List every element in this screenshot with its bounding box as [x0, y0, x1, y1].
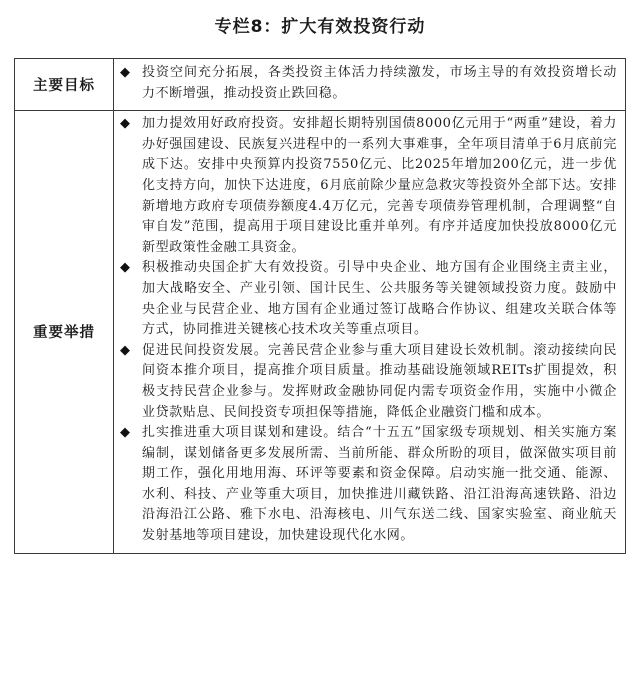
measure-government-investment: 加力提效用好政府投资。安排超长期特别国债8000亿元用于“两重”建设，着力办好强国建设、民族复兴进程中的一系列大事难事，全年项目清单于6月底前完成下达。安排中央预算内投资7550亿元、比2025年增加200亿元，进一步优化支持方向，加快下达进度，6月底前除少量应急救灾等投资外全部下达。安排新增地方政府专项债券额度4.4万亿元，完善专项债券管理机制，合理调整“自审自发”范围，提高用于项目建设比重并单列。有序并适度加快投放8000亿元新型政策性金融工具资金。	[142, 116, 617, 255]
row-key-measures	[15, 111, 626, 553]
key-measures-content	[114, 111, 626, 553]
diamond-bullet-icon: ◆	[120, 116, 130, 132]
measure-private-investment: 促进民间投资发展。完善民营企业参与重大项目建设长效机制。滚动接续向民间资本推介项目，提高推介项目质量。推动基础设施领域REITs扩围提效，积极支持民营企业参与。发挥财政金融协同促内需专项资金作用，实施中小微企业贷款贴息、民间投资专项担保等措施，降低企业融资门槛和成本。	[142, 342, 617, 420]
measure-state-enterprise-investment: 积极推动央国企扩大有效投资。引导中央企业、地方国有企业围绕主责主业，加大战略安全、产业引领、国计民生、公共服务等关键领域投资力度。鼓励中央企业与民营企业、地方国有企业通过签订战略合作协议、组建攻关联合体等方式，协同推进关键核心技术攻关等重点项目。	[142, 260, 617, 338]
list-item	[120, 423, 617, 547]
row-main-goal	[15, 59, 626, 111]
column-title: 专栏8：扩大有效投资行动	[214, 17, 426, 37]
diamond-bullet-icon: ◆	[120, 342, 130, 358]
list-item	[120, 63, 617, 104]
diamond-bullet-icon: ◆	[120, 65, 130, 80]
label-key-measures: 重要举措	[15, 111, 114, 553]
action-table	[14, 58, 626, 554]
main-goal-content	[114, 59, 626, 111]
diamond-bullet-icon: ◆	[120, 260, 130, 276]
list-item	[120, 258, 617, 340]
list-item	[120, 341, 617, 423]
list-item	[120, 114, 617, 258]
measure-major-projects: 扎实推进重大项目谋划和建设。结合“十五五”国家级专项规划、相关实施方案编制，谋划储备更多发展所需、当前所能、群众所盼的项目，做深做实项目前期工作，强化用地用海、环评等要素和资金保障。启动实施一批交通、能源、水利、科技、产业等重大项目，加快推进川藏铁路、沿江沿海高速铁路、沿边沿海沿江公路、雅下水电、沿海核电、川气东送二线、国家实验室、商业航天发射基地等项目建设，加快建设现代化水网。	[142, 425, 617, 544]
label-main-goal: 主要目标	[15, 59, 114, 111]
goal-text: 投资空间充分拓展，各类投资主体活力持续激发，市场主导的有效投资增长动力不断增强，推动投资止跌回稳。	[142, 65, 617, 101]
diamond-bullet-icon: ◆	[120, 425, 130, 441]
